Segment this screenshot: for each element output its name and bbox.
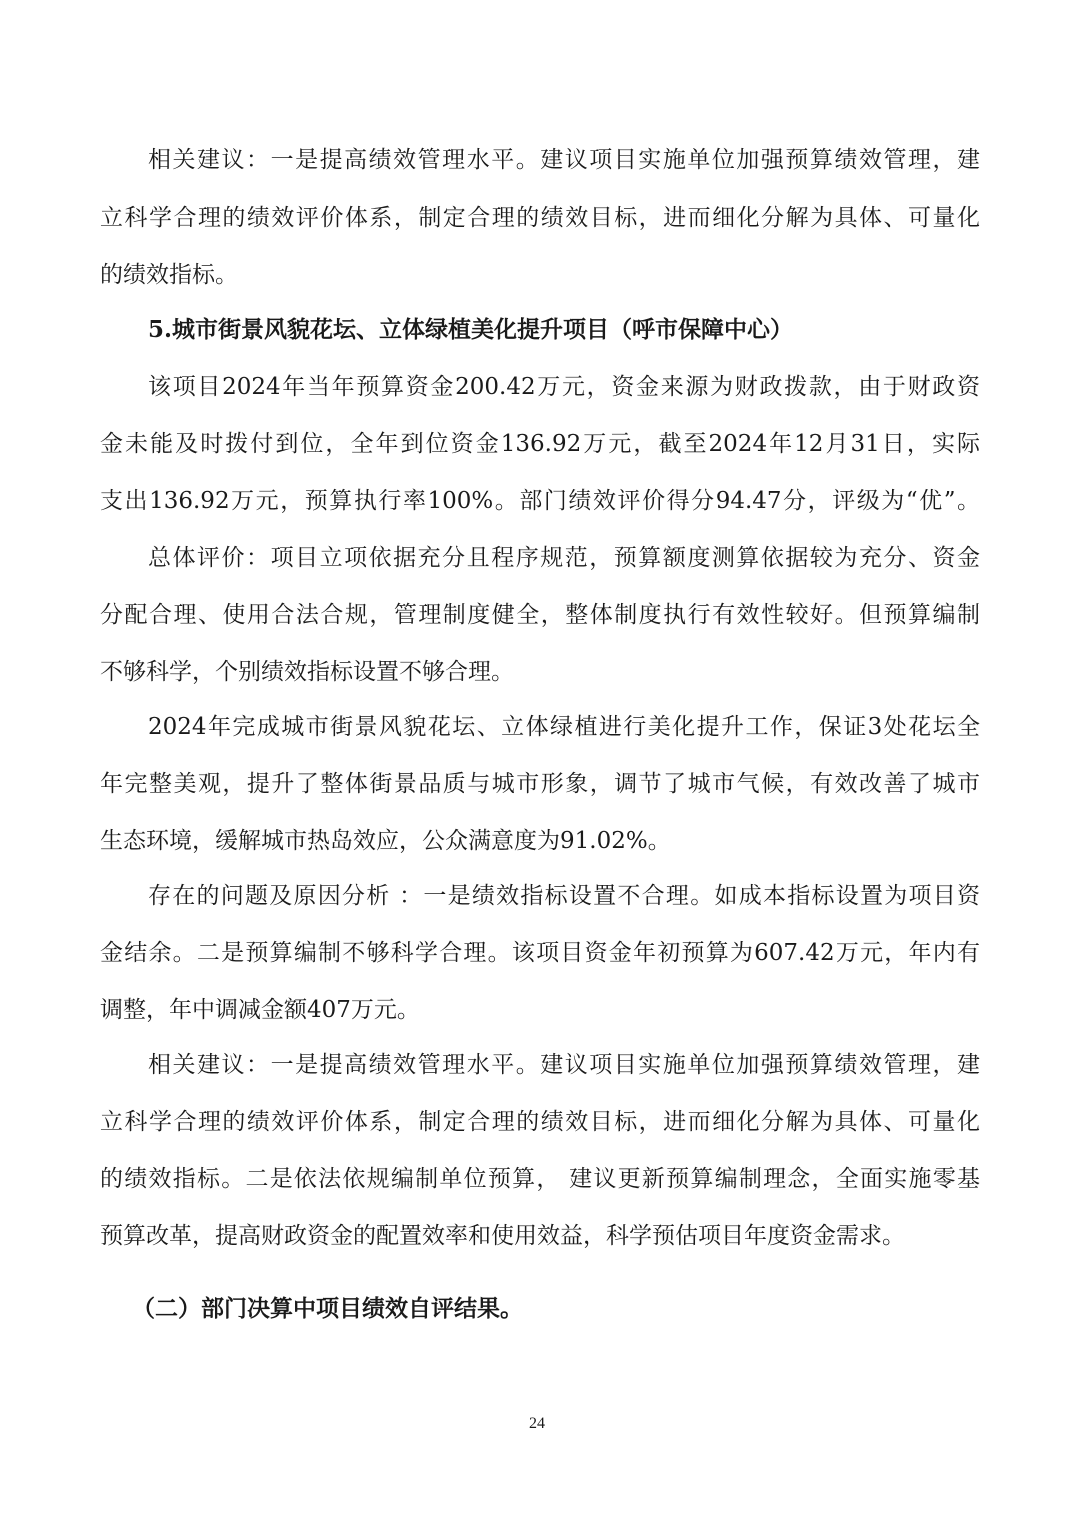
- paragraph-line: 分配合理、使用合法合规，管理制度健全，整体制度执行有效性较好。但预算编制: [100, 602, 980, 628]
- paragraph-line: 立科学合理的绩效评价体系，制定合理的绩效目标，进而细化分解为具体、可量化: [100, 205, 980, 231]
- paragraph-line: 年完整美观，提升了整体街景品质与城市形象，调节了城市气候，有效改善了城市: [100, 771, 980, 797]
- paragraph-line: 调整，年中调减金额407万元。: [100, 997, 420, 1023]
- paragraph-line: 金未能及时拨付到位，全年到位资金136.92万元，截至2024年12月31日，实际: [100, 431, 980, 457]
- paragraph-line: 该项目2024年当年预算资金200.42万元，资金来源为财政拨款，由于财政资: [148, 374, 980, 400]
- paragraph-line: 2024年完成城市街景风貌花坛、立体绿植进行美化提升工作，保证3处花坛全: [148, 714, 980, 740]
- paragraph-line: 相关建议：一是提高绩效管理水平。建议项目实施单位加强预算绩效管理，建: [148, 147, 980, 173]
- page-number: 24: [529, 1415, 545, 1432]
- paragraph-line: 总体评价：项目立项依据充分且程序规范，预算额度测算依据较为充分、资金: [148, 545, 980, 571]
- section-heading: （二）部门决算中项目绩效自评结果。: [132, 1295, 523, 1322]
- paragraph-line: 生态环境，缓解城市热岛效应，公众满意度为91.02%。: [100, 828, 671, 854]
- paragraph-line: 的绩效指标。二是依法依规编制单位预算， 建议更新预算编制理念，全面实施零基: [100, 1166, 980, 1192]
- paragraph-line: 不够科学，个别绩效指标设置不够合理。: [100, 659, 514, 685]
- paragraph-line: 存在的问题及原因分析 ：一是绩效指标设置不合理。如成本指标设置为项目资: [148, 883, 980, 909]
- subsection-heading: 5.城市街景风貌花坛、立体绿植美化提升项目（呼市保障中心）: [148, 316, 794, 343]
- paragraph-line: 的绩效指标。: [100, 262, 238, 288]
- paragraph-line: 预算改革，提高财政资金的配置效率和使用效益，科学预估项目年度资金需求。: [100, 1223, 905, 1249]
- paragraph-line: 立科学合理的绩效评价体系，制定合理的绩效目标，进而细化分解为具体、可量化: [100, 1109, 980, 1135]
- paragraph-line: 相关建议：一是提高绩效管理水平。建议项目实施单位加强预算绩效管理，建: [148, 1052, 980, 1078]
- paragraph-line: 金结余。二是预算编制不够科学合理。该项目资金年初预算为607.42万元，年内有: [100, 940, 980, 966]
- paragraph-line: 支出136.92万元，预算执行率100%。部门绩效评价得分94.47分，评级为“优”。: [100, 488, 980, 514]
